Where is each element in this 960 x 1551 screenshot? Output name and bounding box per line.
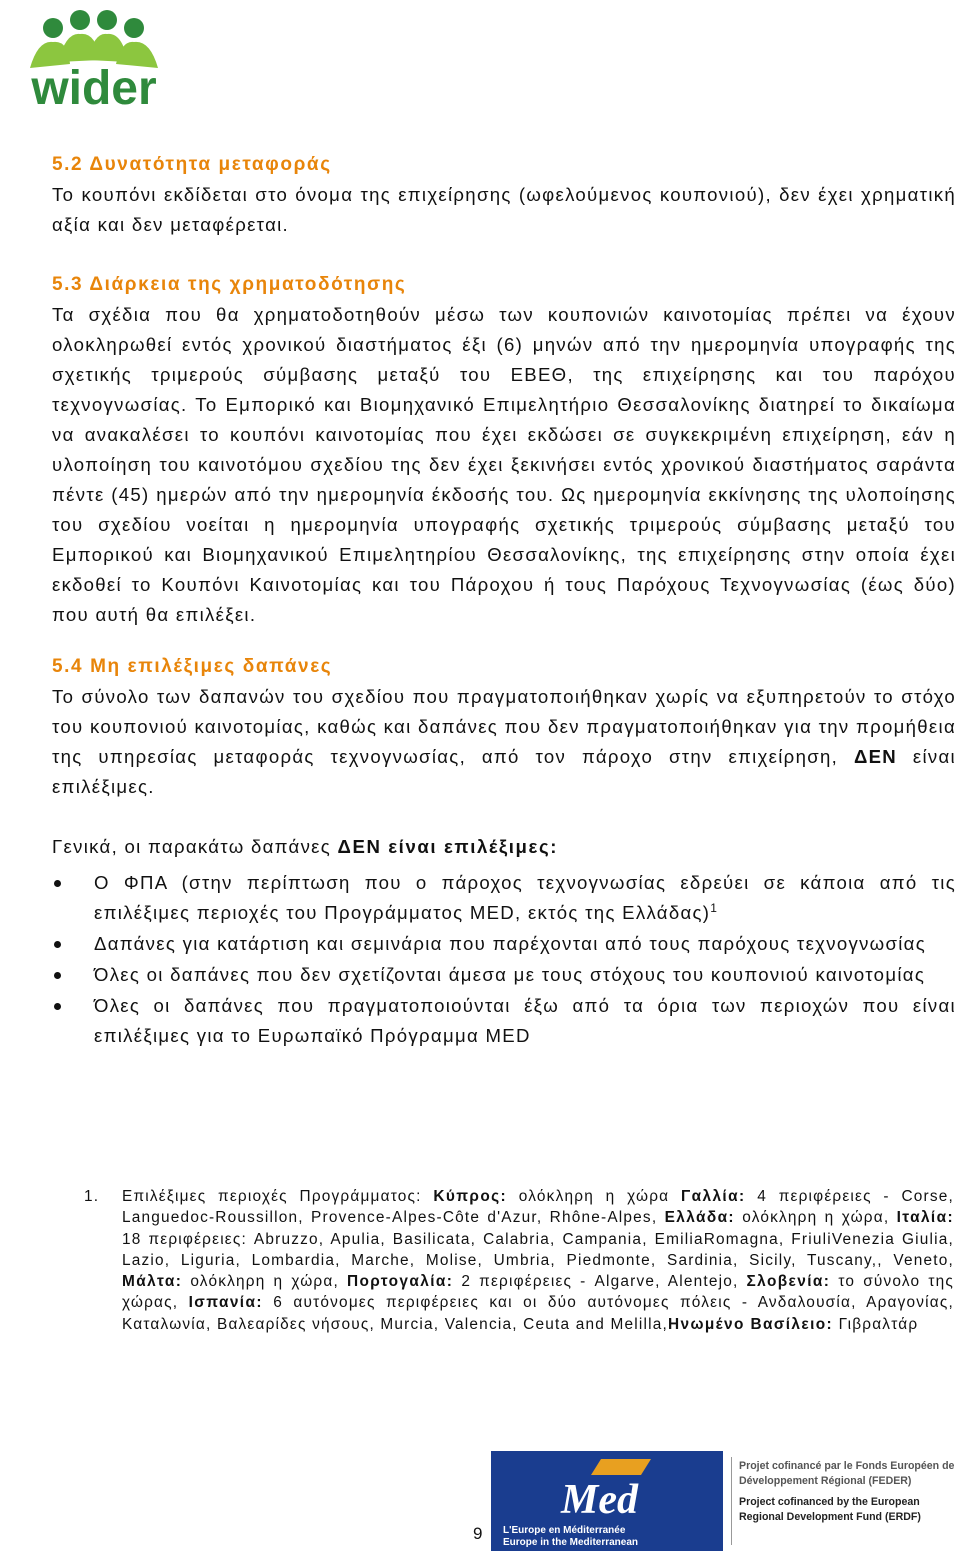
section-5-2-title: 5.2 Δυνατότητα μεταφοράς [52,154,332,175]
ineligible-list [52,868,956,1051]
bullet-icon [54,1003,61,1010]
section-5-3-title: 5.3 Διάρκεια της χρηματοδότησης [52,274,407,295]
footnote-number: 1. [84,1188,100,1205]
wider-logo [8,6,180,110]
people-figures-icon [30,10,158,68]
med-tagline-en: Europe in the Mediterranean [503,1537,639,1548]
footnote [84,1186,954,1335]
footnote-ref[interactable]: 1 [710,900,719,915]
section-5-3-body: Τα σχέδια που θα χρηματοδοτηθούν μέσω των κουπονιών καινοτομίας πρέπει να έχουν ολοκληρωθεί εντός χρονικού διαστήματος έξι (6) μηνών από την ημερομηνία υπογραφής της σχετικής τριμερούς σύμβασης μεταξύ του ΕΒΕΘ, της επιχείρησης και του παρόχου τεχνογνωσίας. Το Εμπορικό και Βιομηχανικό Επιμελητήριο Θεσσαλονίκης διατηρεί το δικαίωμα να ανακαλέσει το κουπόνι καινοτομίας που έχει εκδώσει σε συγκεκριμένη επιχείρηση, εάν η υλοποίηση του καινοτόμου σχεδίου της δεν έχει ξεκινήσει εντός χρονικού διαστήματος σαράντα πέντε (45) ημερών από την ημερομηνία έκδοσής του. Ως ημερομηνία εκκίνησης της υλοποίησης του σχεδίου νοείται η ημερομηνία υπογραφής σχετικής τριμερούς σύμβασης μεταξύ του Εμπορικού και Βιομηχανικού Επιμελητηρίου Θεσσαλονίκης, της επιχείρησης στην οποία έχει εκδοθεί το Κουπόνι Καινοτομίας και του Πάροχου ή τους Παρόχους Τεχνογνωσίας (έως δύο) που αυτή θα επιλέξει. [52,304,956,625]
page-number: 9 [473,1524,483,1543]
funding-text-en: Project cofinanced by the European Regional Development Fund (ERDF) [739,1496,921,1523]
list-item: Δαπάνες για κατάρτιση και σεμινάρια που παρέχονται από τους παρόχους τεχνογνωσίας [52,929,956,959]
logo-wordmark: wider [31,62,157,110]
section-5-4-body: Το σύνολο των δαπανών του σχεδίου που πραγματοποιήθηκαν χωρίς να εξυπηρετούν το στόχο του κουπονιού καινοτομίας, καθώς και δαπάνες που δεν πραγματοποιήθηκαν για την προμήθεια της υπηρεσίας μεταφοράς τεχνογνωσίας, από τον πάροχο στην επιχείρηση, ΔΕΝ είναι επιλέξιμες. [52,686,956,797]
section-5-2-body: Το κουπόνι εκδίδεται στο όνομα της επιχείρησης (ωφελούμενος κουπονιού), δεν έχει χρηματική αξία και δεν μεταφέρεται. [52,184,956,235]
section-5-4-title: 5.4 Μη επιλέξιμες δαπάνες [52,656,333,677]
list-item: Ο ΦΠΑ (στην περίπτωση που ο πάροχος τεχνογνωσίας εδρεύει σε κάποια από τις επιλέξιμες περιοχές του Προγράμματος MED, εκτός της Ελλάδας)$^1$ [52,868,956,928]
main-content [52,150,956,1052]
footnote-text: Επιλέξιμες περιοχές Προγράμματος: Κύπρος: ολόκληρη η χώρα Γαλλία: 4 περιφέρειες - Corse, Languedoc-Roussillon, Provence-Alpes-Côte d'Azur, Rhône-Alpes, Ελλάδα: ολόκληρη η χώρα, Ιταλία: 18 περιφέρειες: Abruzzo, Apulia, Basilicata, Calabria, Campania, EmiliaRomagna, FriuliVenezia Giulia, Lazio, Liguria, Lombardia, Marche, Molise, Umbria, Piedmonte, Sardinia, Sicily, Tuscany,, Veneto, Μάλτα: ολόκληρη η χώρα, Πορτογαλία: 2 περιφέρειες - Algarve, Alentejo, Σλοβενία: το σύνολο της χώρας, Ισπανία: 6 αυτόνομες περιφέρειες και οι δύο αυτόνομες πόλεις - Ανδαλουσία, Αραγονίας, Καταλωνία, Βαλεαρίδες νήσους, Murcia, Valencia, Ceuta and Melilla,Ηνωμένο Βασίλειο: Γιβραλτάρ [122,1188,954,1333]
bullet-icon [54,880,61,887]
med-programme-logo [491,1451,723,1551]
funding-text [739,1459,959,1525]
funding-text-fr: Projet cofinancé par le Fonds Européen de Développement Régional (FEDER) [739,1460,955,1487]
bullet-icon [54,941,61,948]
bullet-icon [54,972,61,979]
list-item: Όλες οι δαπάνες που πραγματοποιούνται έξω από τα όρια των περιοχών που είναι επιλέξιμες για το Ευρωπαϊκό Πρόγραμμα MED [52,991,956,1051]
med-tagline-fr: L'Europe en Méditerranée [503,1525,626,1536]
general-intro: Γενικά, οι παρακάτω δαπάνες ΔΕΝ είναι επιλέξιμες: [52,836,559,857]
list-item: Όλες οι δαπάνες που δεν σχετίζονται άμεσα με τους στόχους του κουπονιού καινοτομίας [52,960,956,990]
med-cofinancing-banner [491,1451,959,1551]
banner-divider [731,1457,732,1545]
med-logo-wordmark: Med [561,1477,638,1523]
